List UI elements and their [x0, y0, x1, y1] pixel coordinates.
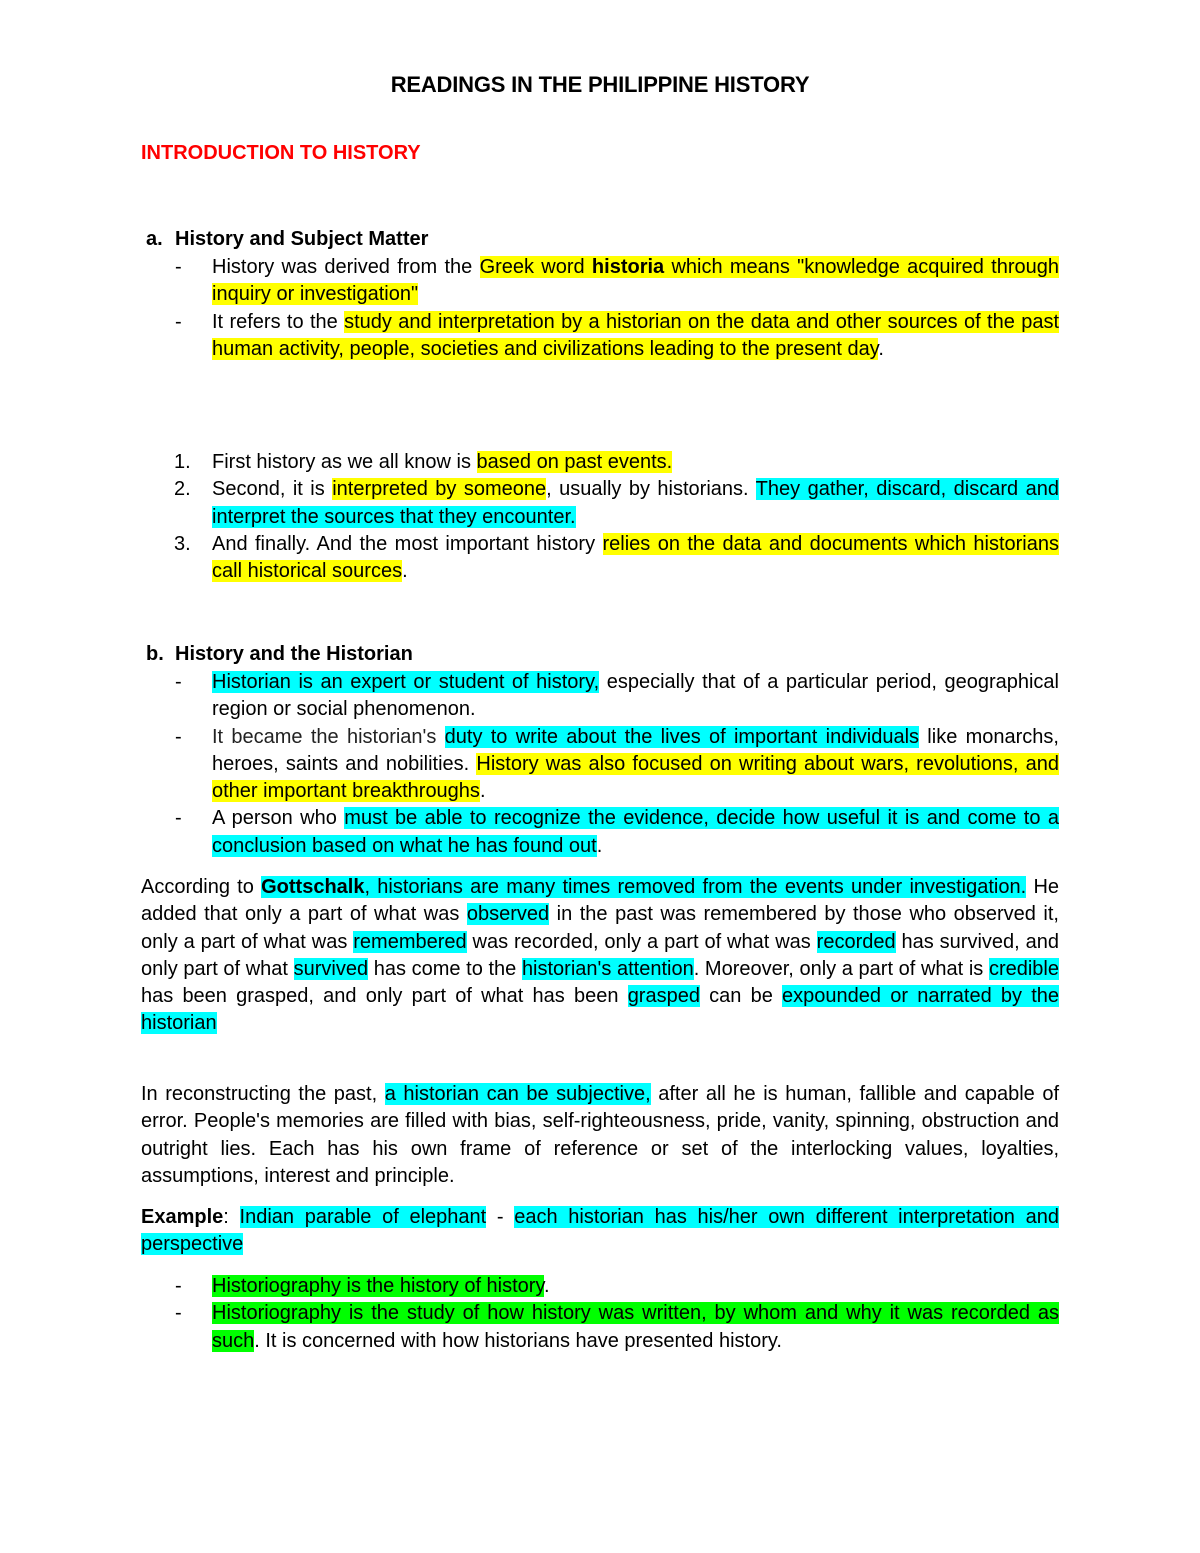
- plain-text: And finally. And the most important history: [212, 532, 603, 555]
- highlight-cyan: expounded or narrated by the historian: [141, 985, 1059, 1035]
- bullet-item: [141, 724, 1059, 806]
- plain-text: It became the historian's: [212, 725, 445, 748]
- dash-marker: -: [175, 725, 182, 748]
- bullet-item: [141, 254, 1059, 309]
- historiography-bullets: [141, 1273, 1059, 1355]
- highlight-cyan: remembered: [353, 930, 467, 953]
- bullet-item: [141, 805, 1059, 860]
- highlight-cyan: Indian parable of elephant: [239, 1206, 487, 1228]
- bold-term: historia: [591, 256, 665, 278]
- highlight-cyan: a historian can be subjective,: [384, 1083, 651, 1105]
- document-title: READINGS IN THE PHILIPPINE HISTORY: [390, 72, 810, 97]
- subjective-paragraph: In reconstructing the past, a historian can be subjective, after all he is human, fallible and capable of error. People's memories are filled with bias, self-righteousness, pride, vanity, spinning, obstruction and outright lies. Each has his own frame of reference or set of the interlocking values, loyalties, assumptions, interest and principle.: [141, 1083, 1059, 1187]
- highlight-cyan: grasped: [627, 985, 700, 1008]
- numbered-item: [141, 531, 1059, 586]
- section-a-label: a.: [146, 228, 163, 250]
- section-b-bullets: [141, 669, 1059, 860]
- plain-text: .: [479, 780, 486, 803]
- plain-text: It refers to the: [212, 310, 345, 333]
- plain-text: Second, it is: [212, 478, 333, 501]
- section-title: INTRODUCTION TO HISTORY: [141, 142, 421, 164]
- highlight-yellow: interpreted by someone: [332, 478, 547, 501]
- number-marker: 2.: [174, 478, 191, 501]
- dash-marker: -: [175, 310, 182, 333]
- highlight-yellow: based on past events.: [476, 451, 673, 473]
- highlight-cyan: recorded: [816, 930, 896, 953]
- plain-text: .: [543, 1275, 550, 1297]
- highlight-green: Historiography is the history of history: [212, 1275, 544, 1297]
- highlight-yellow: relies on the data and documents which historians call historical sources: [212, 532, 1059, 583]
- highlight-cyan: duty to write about the lives of important individuals: [444, 725, 920, 748]
- numbered-list: [141, 449, 1059, 585]
- plain-text: especially that of a particular period, geographical region or social phenomenon.: [212, 671, 1059, 721]
- dash-marker: -: [175, 1302, 182, 1325]
- section-a-bullets: [141, 254, 1059, 363]
- example-label: Example: [141, 1206, 224, 1228]
- dash-marker: -: [175, 807, 182, 830]
- plain-text: .: [402, 560, 408, 583]
- highlight-cyan: They gather, discard, discard and interpret the sources that they encounter.: [212, 478, 1059, 528]
- bold-term: Gottschalk: [261, 876, 365, 898]
- highlight-green: Historiography is the study of how history was written, by whom and why it was recorded as such: [212, 1302, 1059, 1352]
- bullet-item: [141, 669, 1059, 724]
- highlight-cyan: credible: [988, 957, 1059, 980]
- section-b-title: History and the Historian: [175, 643, 413, 665]
- numbered-item: [141, 476, 1059, 531]
- plain-text: First history as we all know is: [212, 451, 477, 473]
- example-paragraph: Example: Indian parable of elephant - each historian has his/her own different interpretation and perspective: [141, 1206, 1059, 1256]
- highlight-yellow: Greek word historia which means "knowledge acquired through inquiry or investigation": [212, 256, 1059, 306]
- highlight-cyan: observed: [466, 903, 550, 926]
- plain-text: like monarchs, heroes, saints and nobilities.: [212, 725, 1059, 775]
- plain-text: , usually by historians.: [546, 478, 756, 501]
- number-marker: 3.: [174, 532, 191, 555]
- plain-text: . It is concerned with how historians have presented history.: [254, 1329, 782, 1352]
- numbered-item: [141, 449, 1059, 476]
- bullet-item: [141, 309, 1059, 364]
- highlight-cyan: must be able to recognize the evidence, decide how useful it is and come to a conclusion based on what he has found out: [212, 807, 1059, 857]
- highlight-yellow: study and interpretation by a historian on the data and other sources of the past human activity, people, societies and civilizations leading to the present day: [212, 310, 1059, 360]
- highlight-cyan: Historian is an expert or student of history,: [212, 671, 600, 693]
- plain-text: A person who: [212, 807, 345, 830]
- plain-text: .: [878, 337, 884, 360]
- highlight-cyan: historian's attention: [521, 957, 694, 980]
- plain-text: .: [596, 834, 603, 857]
- section-b-heading: [146, 643, 413, 666]
- section-b-label: b.: [146, 643, 164, 665]
- bullet-item: [141, 1300, 1059, 1355]
- gottschalk-paragraph: According to Gottschalk, historians are many times removed from the events under investigation. He added that only a part of what was observed in the past was remembered by those who observed it, only a part of what was remembered was recorded, only a part of what was recorded has survived, and only part of what survived has come to the historian's attention. Moreover, only a part of what is credible has been grasped, and only part of what has been grasped can be expounded or narrated by the historian: [141, 876, 1060, 1035]
- dash-marker: -: [175, 256, 182, 278]
- highlight-yellow: History was also focused on writing about wars, revolutions, and other important breakthroughs: [212, 752, 1060, 803]
- highlight-cyan: Gottschalk, historians are many times removed from the events under investigation.: [261, 876, 1027, 898]
- section-a-title: History and Subject Matter: [175, 228, 429, 250]
- highlight-cyan: survived: [293, 957, 369, 980]
- dash-marker: -: [175, 1275, 182, 1297]
- section-a-heading: [146, 228, 428, 251]
- plain-text: History was derived from the: [212, 256, 480, 278]
- bullet-item: [141, 1273, 1059, 1300]
- highlight-cyan: each historian has his/her own different interpretation and perspective: [141, 1206, 1059, 1256]
- dash-marker: -: [175, 671, 182, 693]
- number-marker: 1.: [174, 451, 191, 473]
